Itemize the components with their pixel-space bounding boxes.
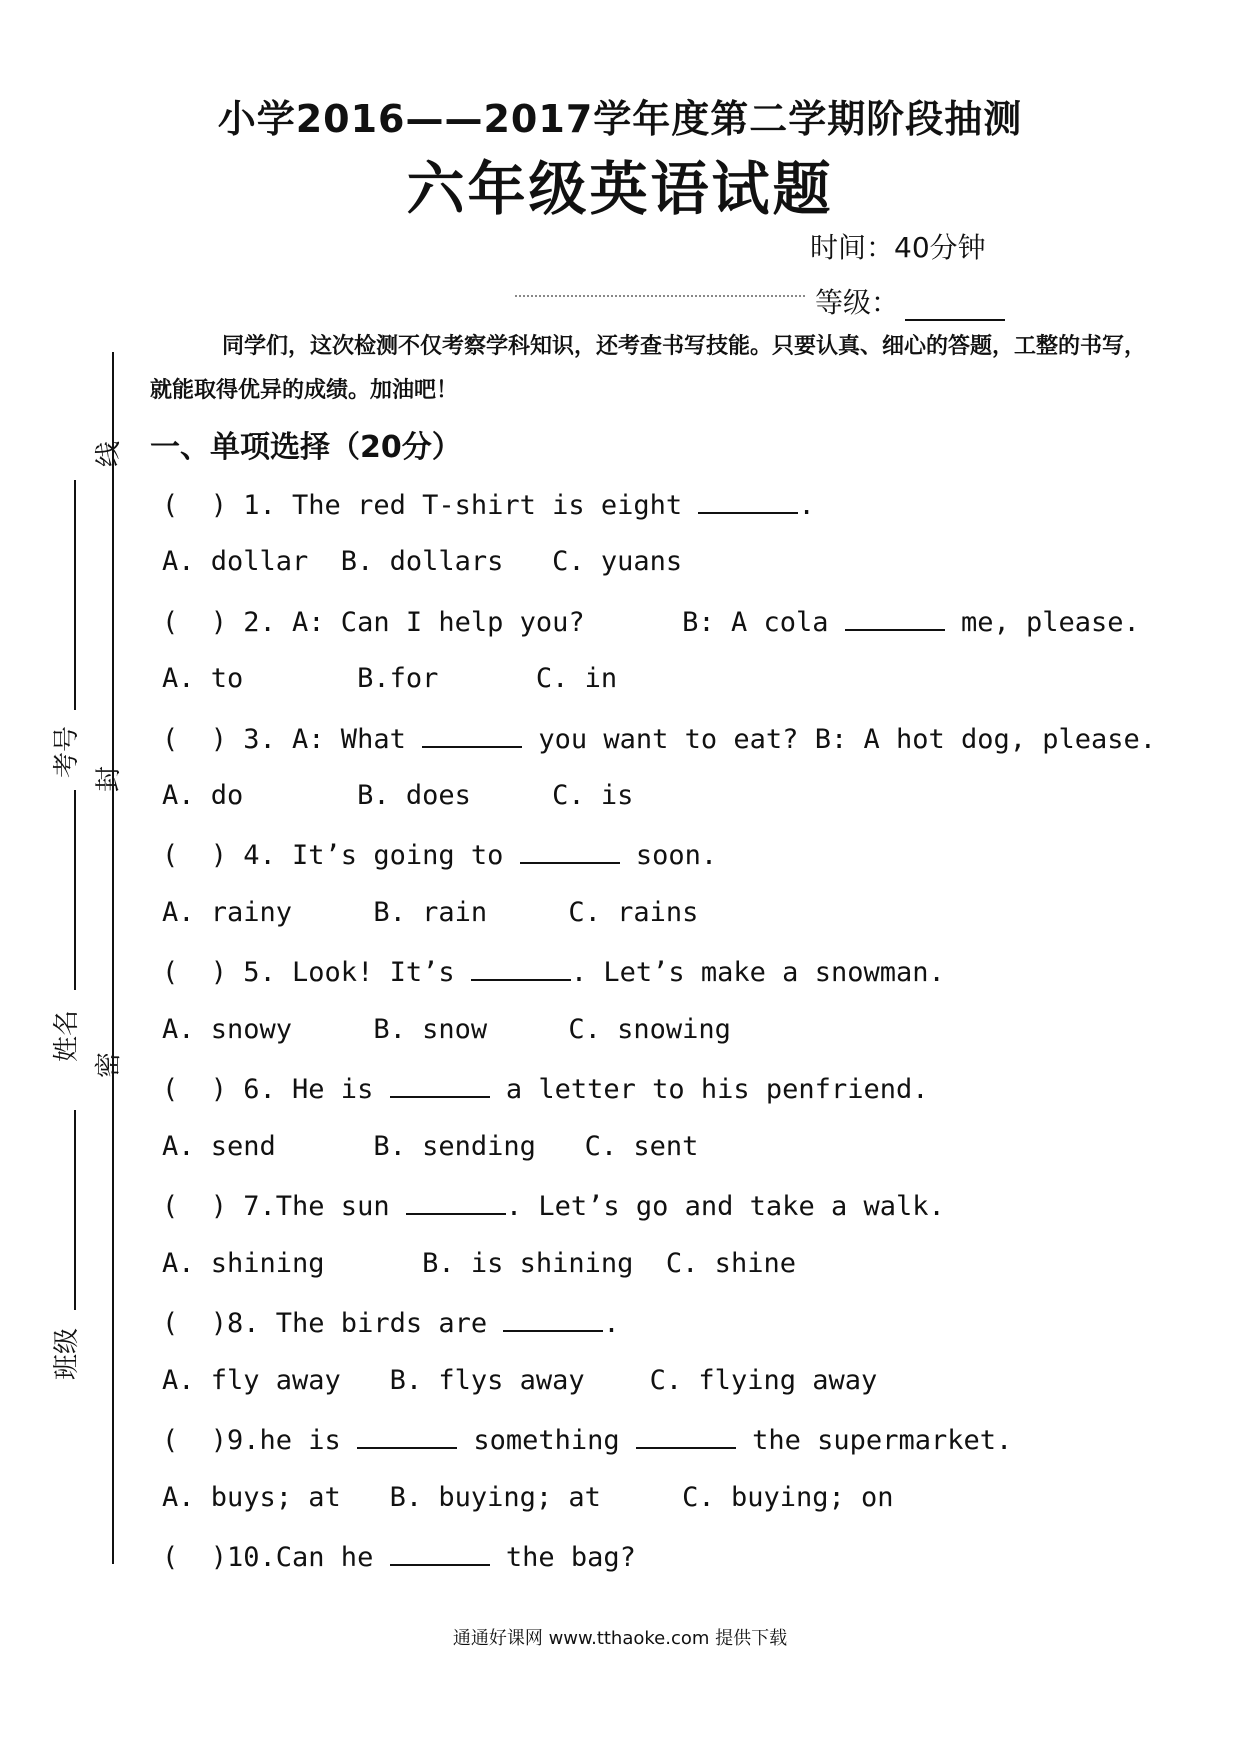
options-1: A. dollar B. dollars C. yuans <box>162 546 683 577</box>
exam-number-label: 考号 <box>52 725 82 778</box>
options-4: A. rainy B. rain C. rains <box>162 897 699 928</box>
grade-blank <box>905 297 1005 321</box>
options-5: A. snowy B. snow C. snowing <box>162 1014 731 1045</box>
grade-field <box>815 281 1005 321</box>
answer-blank <box>406 1189 506 1215</box>
answer-blank <box>357 1423 457 1449</box>
question-10: ( )10.Can he the bag? <box>162 1542 636 1573</box>
grade-label: 等级： <box>815 286 900 319</box>
answer-blank <box>520 838 620 864</box>
answer-blank <box>422 722 522 748</box>
options-3: A. do B. does C. is <box>162 780 634 811</box>
question-9: ( )9.he is something the supermarket. <box>162 1425 1013 1456</box>
answer-blank <box>503 1306 603 1332</box>
binding-seal-char: 封 <box>94 765 124 792</box>
options-8: A. fly away B. flys away C. flying away <box>162 1365 878 1396</box>
question-2: ( ) 2. A: Can I help you? B: A cola me, please. <box>162 607 1140 638</box>
options-6: A. send B. sending C. sent <box>162 1131 699 1162</box>
answer-blank <box>390 1072 490 1098</box>
answer-blank <box>390 1540 490 1566</box>
question-8: ( )8. The birds are . <box>162 1308 620 1339</box>
options-9: A. buys; at B. buying; at C. buying; on <box>162 1482 894 1513</box>
section-heading: 一、单项选择（20分） <box>150 430 462 465</box>
name-blank <box>74 790 76 990</box>
class-blank <box>74 1110 76 1310</box>
options-7: A. shining B. is shining C. shine <box>162 1248 796 1279</box>
class-label: 班级 <box>52 1327 82 1380</box>
answer-blank <box>845 605 945 631</box>
question-6: ( ) 6. He is a letter to his penfriend. <box>162 1074 929 1105</box>
question-1: ( ) 1. The red T-shirt is eight . <box>162 490 815 521</box>
question-7: ( ) 7.The sun . Let’s go and take a walk. <box>162 1191 945 1222</box>
answer-blank <box>698 488 798 514</box>
footer-credit: 通通好课网 www.tthaoke.com 提供下载 <box>452 1628 788 1649</box>
time-limit: 时间：40分钟 <box>810 231 986 264</box>
intro-paragraph: 同学们，这次检测不仅考察学科知识，还考查书写技能。只要认真、细心的答题，工整的书写，就能取得优异的成绩。加油吧！ <box>150 334 1147 403</box>
question-4: ( ) 4. It’s going to soon. <box>162 840 718 871</box>
binding-line <box>112 352 114 1564</box>
options-2: A. to B.for C. in <box>162 663 618 694</box>
name-label: 姓名 <box>52 1009 82 1062</box>
answer-blank <box>636 1423 736 1449</box>
question-3: ( ) 3. A: What you want to eat? B: A hot dog, please. <box>162 724 1157 755</box>
question-5: ( ) 5. Look! It’s . Let’s make a snowman. <box>162 957 945 988</box>
answer-blank <box>471 955 571 981</box>
exam-number-blank <box>74 480 76 710</box>
binding-line-char: 线 <box>94 440 124 467</box>
exam-title: 六年级英语试题 <box>406 155 834 223</box>
dotted-divider <box>515 295 805 297</box>
exam-subtitle: 小学2016——2017学年度第二学期阶段抽测 <box>217 97 1023 141</box>
binding-secret-char: 密 <box>94 1051 124 1078</box>
